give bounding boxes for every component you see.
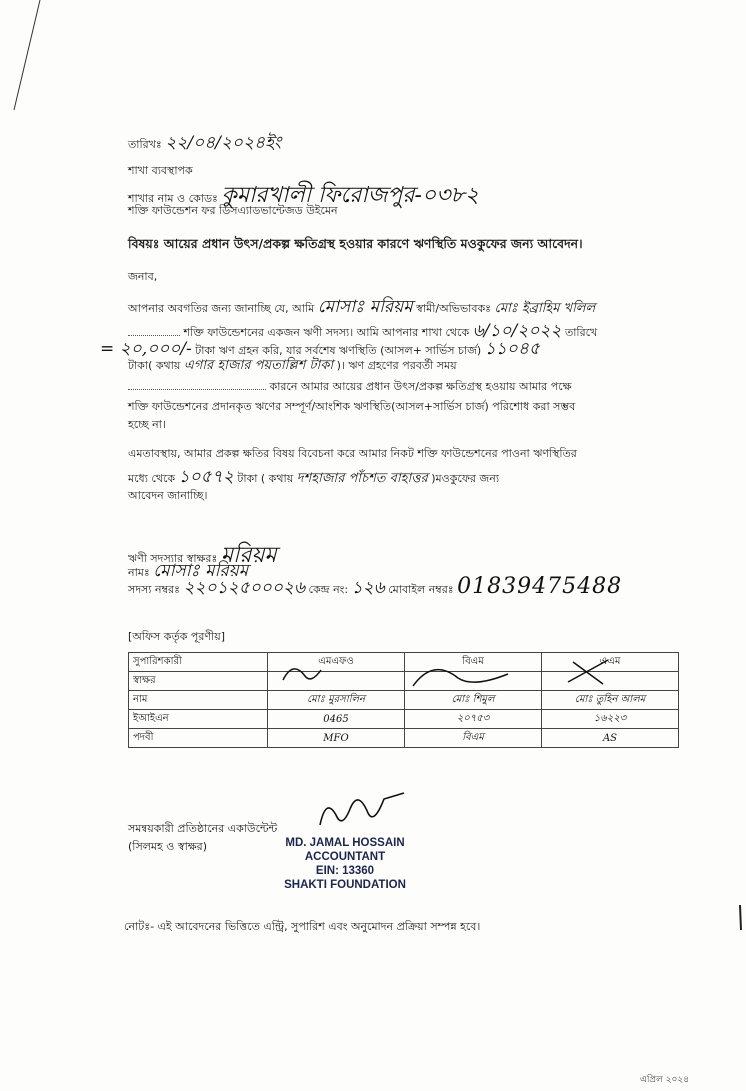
scan-edge-line <box>14 0 40 110</box>
body-text: তারিখে <box>564 326 598 339</box>
stamp-title: ACCOUNTANT <box>304 851 386 863</box>
stamp-org: SHAKTI FOUNDATION <box>284 879 406 891</box>
table-cell: MFO <box>268 729 405 748</box>
body-text: আপনার অবগতির জন্য জানাচ্ছি যে, আমি <box>128 302 315 315</box>
table-header: সুপারিশকারী <box>129 653 268 672</box>
subject-line: বিষয়ঃ আয়ের প্রধান উৎস/প্রকল্প ক্ষতিগ্রস্থ হওয়ার কারণে ঋণস্থিতি মওকুফের জন্য আবেদন। <box>128 236 583 251</box>
scan-edge-mark <box>740 905 741 930</box>
footer-scribble: এপ্রিল ২০২৪ <box>640 1075 690 1085</box>
date-value: ২২/০৪/২০২৪ইং <box>165 133 282 153</box>
table-cell: ২০৭৫৩ <box>405 710 542 729</box>
row-label: স্বাক্ষর <box>129 672 268 691</box>
footer-note: নোটঃ- এই আবেদনের ভিত্তিতে এন্ট্রি, সুপারিশ এবং অনুমোদন প্রক্রিয়া সম্পন্ন হবে। <box>124 920 481 933</box>
table-signatures <box>128 650 688 760</box>
stamp-name: MD. JAMAL HOSSAIN <box>285 837 405 849</box>
seal-sign-label: (সিলমহ ও স্বাক্ষর) <box>128 840 208 853</box>
organization-name: শক্তি ফাউন্ডেশন ফর ডিসএ্যাডভান্টেজড উইমেন <box>128 204 338 217</box>
date-label: তারিখঃ <box>128 138 162 151</box>
table-cell: মোঃ শিমুল <box>405 691 542 710</box>
row-label: ইআইএন <box>129 710 268 729</box>
accountant-signature <box>312 790 422 840</box>
loan-date: ৬/১০/২০২২ <box>472 321 562 341</box>
body-text: কারনে আমার আয়ের প্রধান উৎস/প্রকল্প ক্ষতিগ্রস্থ হওয়ায় আমার পক্ষে <box>269 380 572 393</box>
accountant-stamp <box>270 836 420 892</box>
row-label: নাম <box>129 691 268 710</box>
loan-amount: = ২০,০০০/- <box>100 339 192 359</box>
member-signature: মরিয়ম <box>220 543 277 568</box>
mfo-signature <box>283 669 321 680</box>
body-text: টাকা ( কথায় <box>237 472 294 485</box>
accountant-label: সমন্বয়কারী প্রতিষ্ঠানের একাউন্টেন্ট <box>128 822 278 835</box>
salutation: জনাব, <box>128 270 158 283</box>
waiver-in-words: দশহাজার পাঁচশত বাহাত্তর <box>296 471 428 486</box>
center-label: কেন্দ্র নং: <box>308 583 349 596</box>
body-text: মধ্যে থেকে <box>128 472 176 485</box>
signature-label: ঋণী সদস্যার স্বাক্ষরঃ <box>128 552 218 565</box>
table-header: বিএম <box>405 653 542 672</box>
table-header: এমএফও <box>268 653 405 672</box>
mobile-value: 01839475488 <box>457 574 623 599</box>
loan-balance: ১১০৪৫ <box>484 339 540 359</box>
guardian-label: স্বামী/অভিভাবকঃ <box>416 302 492 315</box>
body-line-7: হচ্ছে না। <box>128 418 166 431</box>
member-name: মোসাঃ মরিয়ম <box>153 561 249 581</box>
table-cell: ১৬২২৩ <box>542 710 679 729</box>
guardian-name: মোঃ ইব্রাহিম খলিল <box>494 301 596 316</box>
dotted-blank <box>128 389 266 390</box>
date-row <box>128 130 281 158</box>
body-text: )মওকুফের জন্য <box>431 472 500 485</box>
waiver-amount: ১০৫৭২ <box>178 467 234 487</box>
body-line-5 <box>128 378 572 397</box>
center-value: ১২৬ <box>351 578 385 598</box>
table-cell: বিএম <box>405 729 542 748</box>
table-cell: মোঃ মুরসালিন <box>268 691 405 710</box>
table-cell: মোঃ তুহিন আলম <box>542 691 679 710</box>
branch-label: শাখার নাম ও কোডঃ <box>128 192 218 205</box>
body-line-4 <box>128 356 457 377</box>
mobile-label: মোবাইল নম্বরঃ <box>388 583 454 596</box>
name-label: নামঃ <box>128 566 150 579</box>
bm-signature <box>413 670 508 686</box>
row-label: পদবী <box>129 729 268 748</box>
branch-value: কুমারখালী ফিরোজপুর-০৩৮২ <box>221 183 480 208</box>
table-cell: AS <box>542 729 679 748</box>
body-text: টাকা( কথায় <box>128 359 181 372</box>
body-p2-line-1: এমতাবস্থায়, আমার প্রকল্প ক্ষতির বিষয় বিবেচনা করে আমার নিকট শক্তি ফাউন্ডেশনের পাওনা ঋণস্থিতির <box>128 447 577 460</box>
balance-in-words: এগার হাজার পয়তাল্লিশ টাকা <box>183 358 334 373</box>
office-heading: [অফিস কর্তৃক পূরণীয়] <box>128 630 225 643</box>
member-id-value: ২২০১২৫০০০২৬ <box>183 578 306 598</box>
body-line-6: শক্তি ফাউন্ডেশনের প্রদানকৃত ঋণের সম্পূর্ণ/আংশিক ঋণস্থিতি(আসল+সার্ভিস চার্জ) পরিশোধ করা সম্ভব <box>128 400 576 413</box>
am-signature <box>568 660 608 684</box>
applicant-name: মোসাঃ মরিয়ম <box>317 297 413 317</box>
table-cell: 0465 <box>268 710 405 729</box>
body-text: )। ঋণ গ্রহণের পরবর্তী সময় <box>336 359 457 372</box>
body-text: টাকা ঋণ গ্রহন করি, যার সর্বশেষ ঋণস্থিতি (আসল+ সার্ভিস চার্জ) <box>195 344 482 357</box>
addressee-title: শাখা ব্যবস্থাপক <box>128 164 193 177</box>
member-id-row <box>128 574 622 603</box>
table-header: এএম <box>542 653 679 672</box>
stamp-ein: EIN: 13360 <box>315 865 375 877</box>
body-text: শক্তি ফাউন্ডেশনের একজন ঋণী সদস্য। আমি আপনার শাখা থেকে <box>183 326 470 339</box>
member-id-label: সদস্য নম্বরঃ <box>128 583 180 596</box>
body-p2-line-3: আবেদন জানাচ্ছি। <box>128 489 208 502</box>
